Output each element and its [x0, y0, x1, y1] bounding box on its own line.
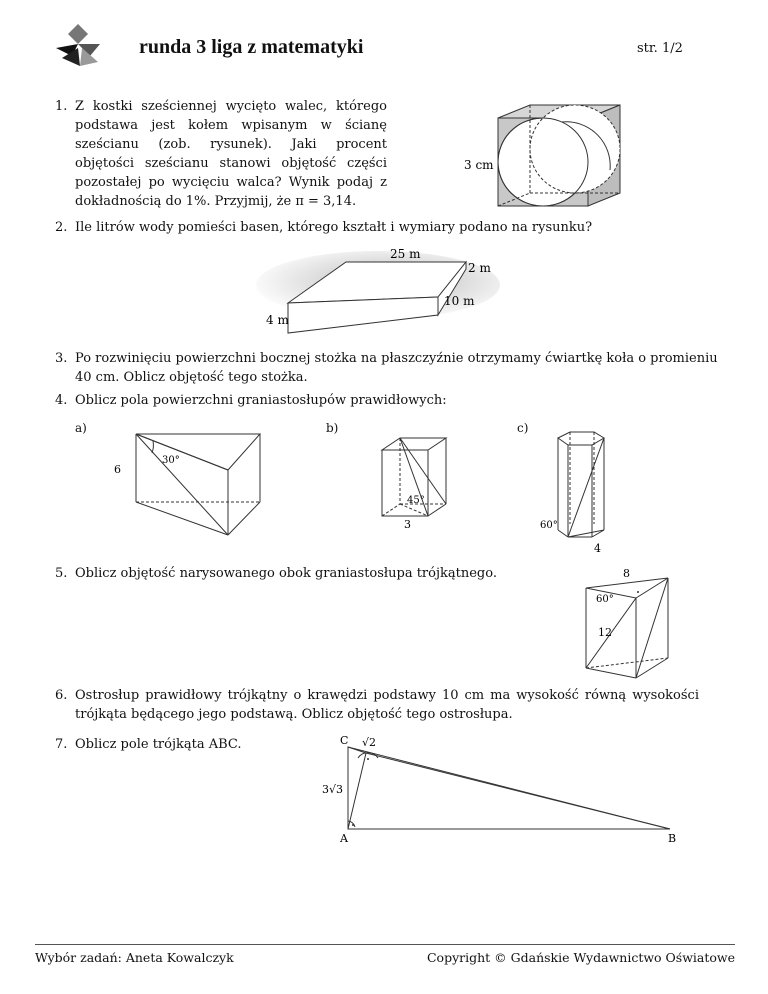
cube-figure — [462, 100, 632, 212]
prism-b-figure — [380, 430, 460, 530]
footer-copyright: Copyright © Gdańskie Wydawnictwo Oświatowe — [426, 950, 735, 965]
question-6: 6. Ostrosłup prawidłowy trójkątny o krawędzi podstawy 10 cm ma wysokość równą wysokości trójkąta będącego jego podstawą. Oblicz objętość tego ostrosłupa. — [55, 688, 699, 722]
prism-c-label: c) — [517, 421, 529, 435]
prism5-figure — [578, 568, 678, 683]
page-number: str. 1/2 — [637, 41, 683, 56]
prism-b-label: b) — [326, 421, 339, 435]
pool-deep-label: 2 m — [468, 261, 491, 275]
logo-icon — [52, 22, 104, 70]
prism-a-label: a) — [75, 421, 87, 435]
pool-width-label: 10 m — [444, 294, 475, 308]
pool-length-label: 25 m — [390, 247, 421, 261]
prism-b-edge: 3 — [404, 518, 411, 530]
cube-edge-label: 3 cm — [464, 158, 494, 172]
prism-a-figure — [108, 430, 268, 540]
sqrt2-label: √2 — [362, 736, 377, 749]
pool-shallow-label: 4 m — [266, 313, 289, 327]
prism-a-edge: 6 — [114, 463, 121, 476]
prism5-top-label: 8 — [623, 568, 630, 580]
question-2: 2. Ile litrów wody pomieści basen, którego kształt i wymiary podano na rysunku? — [55, 220, 593, 235]
prism-a-angle: 30° — [162, 455, 180, 466]
question-3: 3. Po rozwinięciu powierzchni bocznej stożka na płaszczyźnie otrzymamy ćwiartkę koła o promieniu 40 cm. Oblicz objętość tego stożka. — [55, 351, 718, 385]
question-1: 1. Z kostki sześciennej wycięto walec, którego podstawa jest kołem wpisanym w ścianę sześcianu (zob. rysunek). Jaki procent objętości sześcianu stanowi objętość części pozostałej po wycięciu walca? Wynik podaj z dokładnością do 1%. Przyjmij, że π = 3,14. — [55, 99, 387, 209]
side-label: 3√3 — [322, 783, 344, 796]
page-title: runda 3 liga z matematyki — [139, 36, 364, 58]
prism-c-edge: 4 — [594, 542, 601, 554]
vertex-c: C — [340, 734, 349, 747]
footer-author: Wybór zadań: Aneta Kowalczyk — [35, 950, 234, 965]
prism-c-figure — [540, 430, 640, 554]
triangle-figure — [318, 733, 688, 845]
vertex-b: B — [668, 832, 677, 845]
question-7: 7. Oblicz pole trójkąta ABC. — [55, 737, 242, 752]
footer-rule — [35, 944, 735, 945]
prism5-angle-label: 60° — [596, 594, 614, 605]
prism-c-angle: 60° — [540, 520, 558, 531]
pool-figure — [248, 245, 508, 340]
prism-b-angle: 45° — [407, 495, 425, 506]
question-4: 4. Oblicz pola powierzchni graniastosłupów prawidłowych: — [55, 393, 447, 408]
prism5-diag-label: 12 — [598, 626, 612, 639]
vertex-a: A — [340, 832, 348, 845]
question-5: 5. Oblicz objętość narysowanego obok graniastosłupa trójkątnego. — [55, 566, 497, 581]
